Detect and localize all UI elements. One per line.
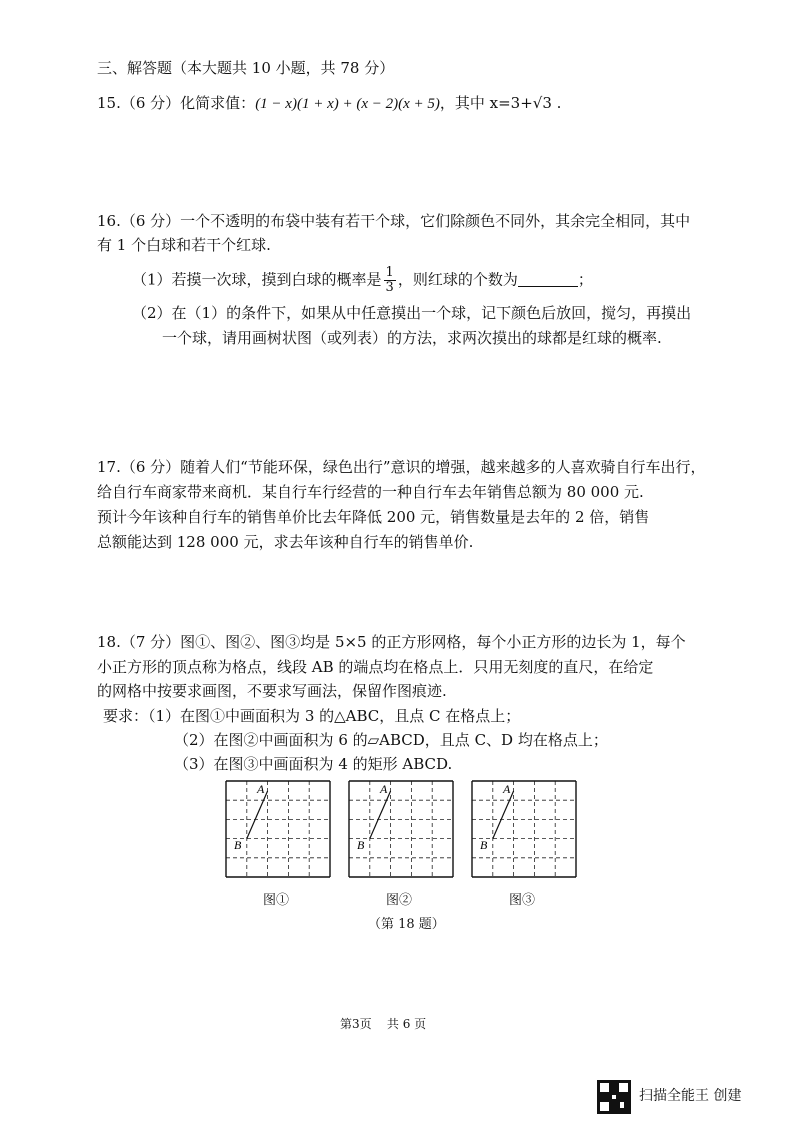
- page-total: 共 6 页: [386, 1017, 427, 1031]
- grid-lines: [472, 781, 576, 877]
- point-a-label: A: [380, 782, 388, 796]
- figure-3-caption: 图③: [509, 893, 536, 908]
- point-b-label: B: [480, 838, 488, 852]
- q16-part1-end: ；: [577, 270, 593, 289]
- section-heading: 三、解答题（本大题共 10 小题，共 78 分）: [97, 59, 395, 77]
- fraction-denominator: 3: [385, 280, 394, 295]
- answer-blank: [518, 272, 578, 287]
- q16-part2-line1: （2）在（1）的条件下，如果从中任意摸出一个球，记下颜色后放回，搅匀，再摸出: [132, 304, 692, 322]
- q18-req3: （3）在图③中画面积为 4 的矩形 ABCD.: [174, 755, 453, 773]
- q16-part1-text: （1）若摸一次球，摸到白球的概率是: [132, 270, 382, 289]
- figure-2-caption: 图②: [386, 893, 413, 908]
- point-b-label: B: [357, 838, 365, 852]
- grid-lines: [226, 781, 330, 877]
- question-17-line1: [97, 456, 706, 478]
- figure-caption: （第 18 题）: [368, 917, 445, 932]
- q16-fraction: [384, 266, 396, 295]
- q16-number: 16.（6 分）: [97, 212, 181, 230]
- q17-number: 17.（6 分）: [97, 458, 181, 476]
- q18-text-line3: 的网格中按要求画图，不要求写画法，保留作图痕迹.: [97, 682, 447, 700]
- question-15: [97, 92, 561, 115]
- point-b-label: B: [234, 838, 242, 852]
- point-a-label: A: [503, 782, 511, 796]
- question-18-line1: [97, 631, 686, 653]
- q15-expression: (1 − x)(1 + x) + (x − 2)(x + 5): [255, 96, 440, 112]
- page-number: [340, 1015, 426, 1032]
- q16-part2-line2: 一个球，请用画树状图（或列表）的方法，求两次摸出的球都是红球的概率.: [162, 329, 662, 347]
- q16-text-line2: 有 1 个白球和若干个红球.: [97, 236, 271, 254]
- q18-req1: 要求：（1）在图①中画面积为 3 的△ABC，且点 C 在格点上；: [103, 707, 521, 725]
- question-16-line1: [97, 210, 690, 232]
- watermark-text: 扫描全能王 创建: [639, 1088, 742, 1104]
- q17-text-line1: 随着人们“节能环保，绿色出行”意识的增强，越来越多的人喜欢骑自行车出行，: [180, 458, 706, 476]
- q17-text-line3: 预计今年该种自行车的销售单价比去年降低 200 元，销售数量是去年的 2 倍，销售: [97, 508, 650, 526]
- segment-ab: [370, 791, 391, 839]
- q16-part1: [132, 266, 593, 295]
- q15-number: 15.（6 分）: [97, 94, 181, 112]
- q15-condition: ，其中 x=3+√3 .: [439, 94, 562, 112]
- fraction-numerator: 1: [385, 265, 394, 280]
- grid-figure-2: [345, 777, 457, 885]
- grid-svg-1: [222, 777, 334, 881]
- point-a-label: A: [257, 782, 265, 796]
- segment-ab: [247, 791, 268, 839]
- q15-prompt: 化简求值：: [180, 94, 256, 112]
- q18-text-line1: 图①、图②、图③均是 5×5 的正方形网格，每个小正方形的边长为 1，每个: [180, 633, 686, 651]
- page-current: 第3页: [340, 1017, 372, 1031]
- grid-lines: [349, 781, 453, 877]
- q16-part1-text-b: ，则红球的个数为: [397, 270, 518, 289]
- grid-figure-1: [222, 777, 334, 885]
- grid-figure-3: [468, 777, 580, 885]
- qr-code-icon: [597, 1080, 631, 1114]
- q18-req2: （2）在图②中画面积为 6 的▱ABCD，且点 C、D 均在格点上；: [174, 731, 608, 749]
- grid-svg-2: [345, 777, 457, 881]
- q18-text-line2: 小正方形的顶点称为格点，线段 AB 的端点均在格点上．只用无刻度的直尺，在给定: [97, 658, 654, 676]
- q16-text-line1: 一个不透明的布袋中装有若干个球，它们除颜色不同外，其余完全相同，其中: [180, 212, 691, 230]
- q17-text-line2: 给自行车商家带来商机．某自行车行经营的一种自行车去年销售总额为 80 000 元.: [97, 483, 644, 501]
- q18-number: 18.（7 分）: [97, 633, 181, 651]
- figure-1-caption: 图①: [263, 893, 290, 908]
- segment-ab: [493, 791, 514, 839]
- grid-svg-3: [468, 777, 580, 881]
- q17-text-line4: 总额能达到 128 000 元，求去年该种自行车的销售单价.: [97, 533, 474, 551]
